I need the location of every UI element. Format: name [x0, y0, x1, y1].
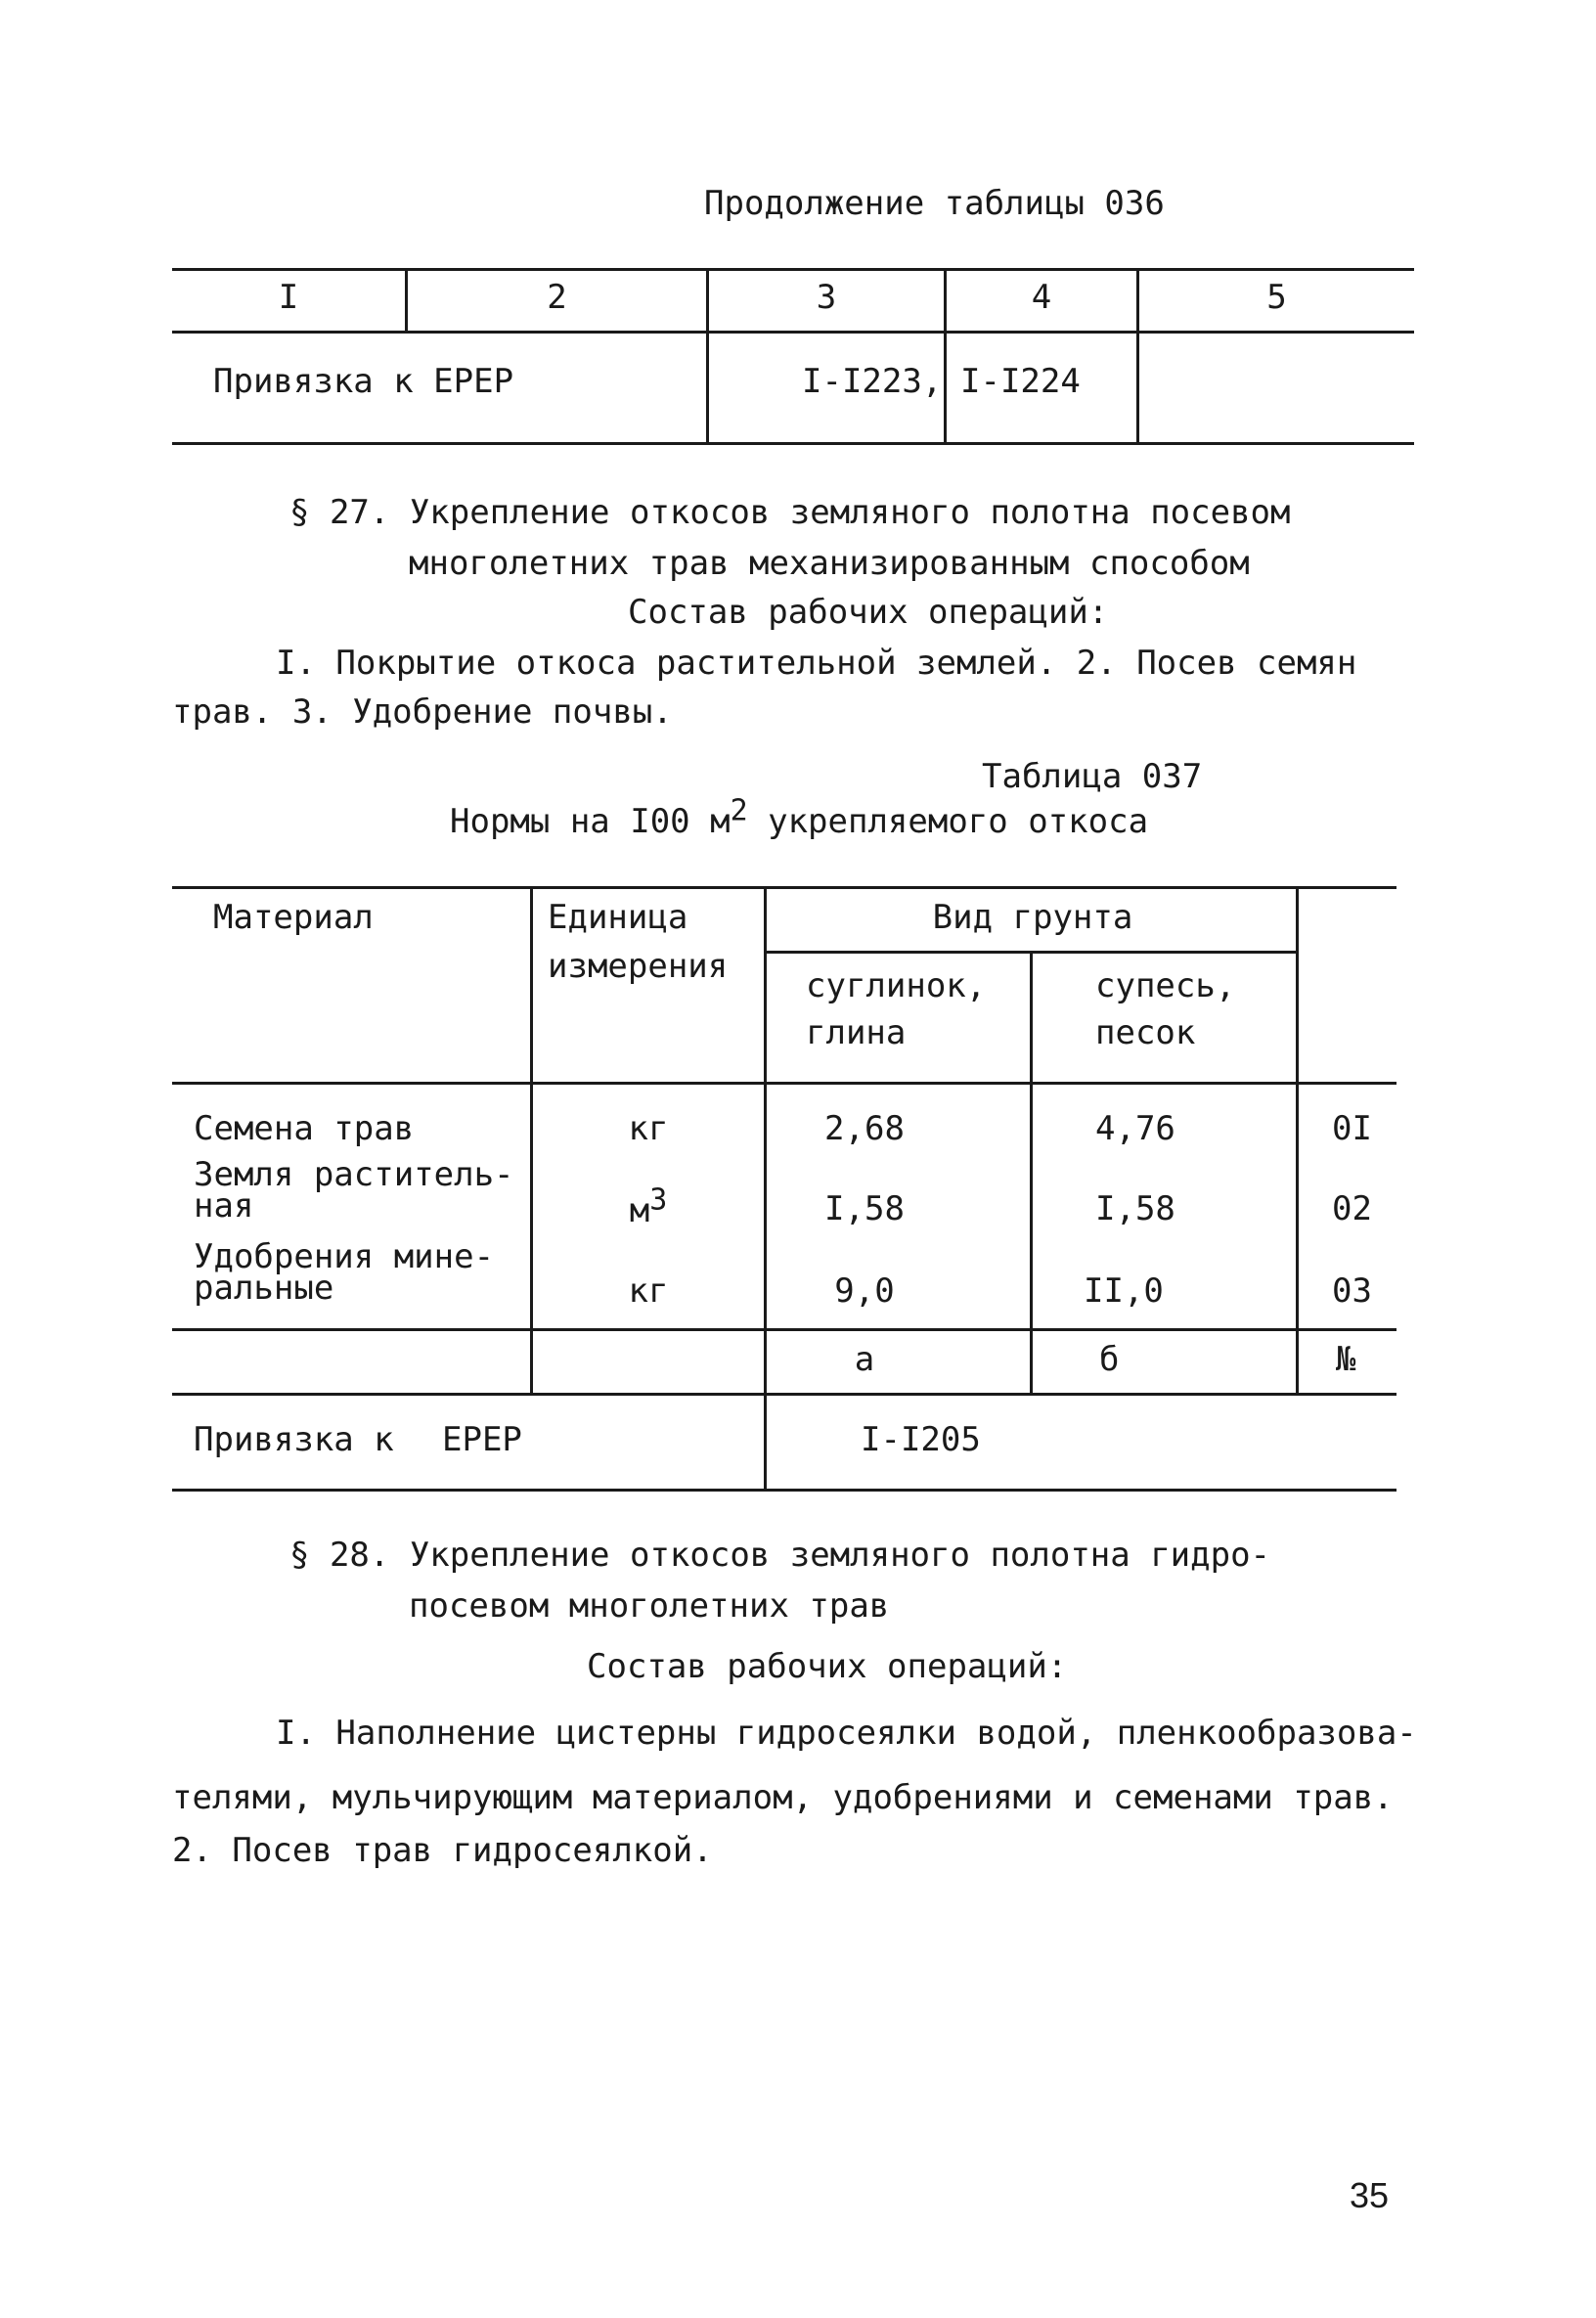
table037-row1-value-b: 4,76 [1095, 1109, 1175, 1148]
table037-col-soil-b-line1: супесь, [1095, 966, 1236, 1005]
section28-heading-line1: § 28. Укрепление откосов земляного полотна гидро- [289, 1536, 1271, 1575]
table037-col-soil: Вид грунта [932, 898, 1133, 937]
section28-ops-line2: телями, мульчирующим материалом, удобрениями и семенами трав. [172, 1778, 1394, 1817]
table037-norms-exponent: 2 [730, 793, 748, 828]
section28-ops-title: Состав рабочих операций: [587, 1647, 1068, 1686]
table037-col-letter-a: а [854, 1340, 875, 1379]
table037-row2-unit [533, 1182, 764, 1230]
table037-col-soil-a-line2: глина [806, 1013, 907, 1052]
table037-row2-unit-exponent: 3 [649, 1182, 668, 1218]
table037-col-letter-b: б [1099, 1340, 1120, 1379]
table037-row1-value-a: 2,68 [824, 1109, 905, 1148]
table037-col-unit-line1: Единица [548, 898, 688, 937]
table037-binding-value: I-I205 [861, 1420, 981, 1459]
table036-header-4: 4 [1031, 278, 1052, 317]
table036-caption: Продолжение таблицы 036 [704, 184, 1165, 223]
table037-norms-prefix: Нормы на I00 м [450, 802, 731, 841]
table037-row1-material: Семена трав [194, 1109, 415, 1148]
table037-row2-unit-text: м [629, 1191, 650, 1230]
page-number: 35 [1350, 2175, 1390, 2215]
table037-row1-code: 0I [1332, 1109, 1372, 1148]
table036-binding-label: Привязка к ЕРЕР [213, 362, 514, 401]
section27-heading-line2: многолетних трав механизированным способом [409, 544, 1250, 583]
section27-ops-title: Состав рабочих операций: [628, 593, 1109, 632]
table037-row2-value-a: I,58 [824, 1189, 905, 1228]
table036-header-3: 3 [816, 278, 837, 317]
section27-ops-line2: трав. 3. Удобрение почвы. [172, 692, 673, 732]
table037-label: Таблица 037 [982, 757, 1203, 796]
table037-row2-material-line1: Земля раститель- [194, 1155, 514, 1194]
table037-row3-code: 03 [1332, 1271, 1372, 1311]
table037-row3-unit: кг [628, 1271, 669, 1311]
table037-norms-title [450, 793, 1149, 843]
table037-row2-value-b: I,58 [1095, 1189, 1175, 1228]
section28-heading-line2: посевом многолетних трав [409, 1586, 890, 1626]
table037-col-letter-no: № [1336, 1340, 1356, 1379]
table037-col-material: Материал [213, 898, 374, 937]
section28-ops-line3: 2. Посев трав гидросеялкой. [172, 1831, 713, 1870]
table036-header-5: 5 [1266, 278, 1287, 317]
table037-row3-material-line2: ральные [194, 1269, 334, 1308]
table037-row3-value-b: II,0 [1084, 1271, 1164, 1311]
table037-row3-material-line1: Удобрения мине- [194, 1237, 495, 1276]
table037-row3-value-a: 9,0 [834, 1271, 895, 1311]
table036-binding-value-1: I-I223, [802, 362, 943, 401]
table037-binding-label: Привязка к [194, 1420, 394, 1459]
table037-row2-material-line2: ная [194, 1186, 254, 1226]
section27-ops-line1: I. Покрытие откоса растительной землей. 2. Посев семян [276, 644, 1357, 683]
table037-col-soil-a-line1: суглинок, [806, 966, 987, 1005]
table036-header-1: I [278, 278, 299, 317]
section27-heading-line1: § 27. Укрепление откосов земляного полотна посевом [289, 493, 1291, 532]
table036-binding-value-2: I-I224 [960, 362, 1081, 401]
table037-row2-code: 02 [1332, 1189, 1372, 1228]
table037-row1-unit: кг [628, 1109, 669, 1148]
table037-col-unit-line2: измерения [548, 947, 729, 986]
table037-norms-suffix: укрепляемого откоса [747, 802, 1149, 841]
table036-header-2: 2 [547, 278, 567, 317]
section28-ops-line1: I. Наполнение цистерны гидросеялки водой, пленкообразова- [276, 1714, 1417, 1753]
table037-col-soil-b-line2: песок [1095, 1013, 1196, 1052]
table037-binding-label-2: ЕРЕР [442, 1420, 522, 1459]
